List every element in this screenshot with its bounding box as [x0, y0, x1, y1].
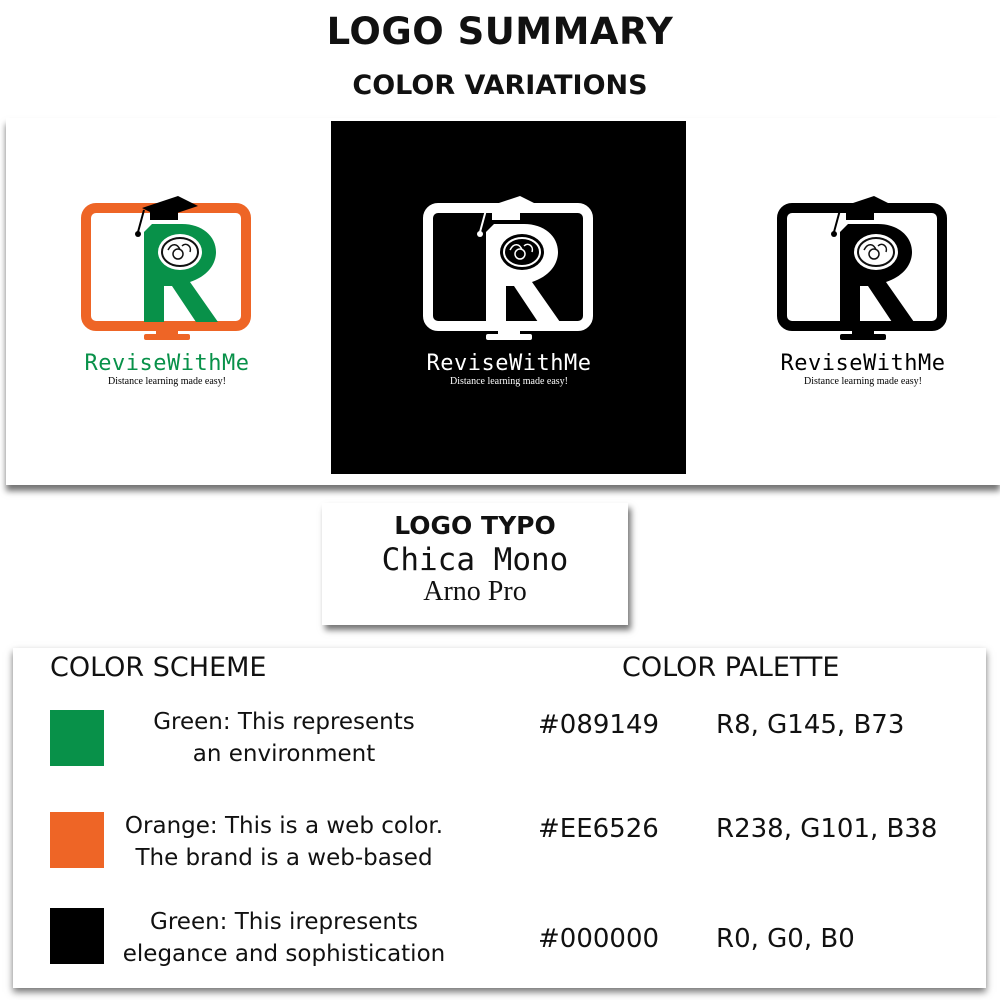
logo-tagline: Distance learning made easy!: [449, 376, 568, 387]
color-description: [114, 706, 454, 770]
color-description: [114, 810, 454, 874]
monitor-brain-logo-icon: [72, 190, 262, 350]
color-swatch: [50, 710, 104, 766]
color-description-line: elegance and sophistication: [122, 941, 446, 967]
typography-title: LOGO TYPO: [394, 511, 556, 540]
color-hex-value: #089149: [538, 710, 660, 740]
logo-black-variant: [768, 190, 958, 387]
color-swatch: [50, 908, 104, 964]
logo-white-variant: [414, 190, 604, 387]
color-description-line: The brand is a web-based: [135, 845, 433, 871]
logo-typography-card: [322, 503, 628, 625]
color-description-line: Green: This represents: [153, 709, 415, 735]
logo-tagline: Distance learning made easy!: [107, 376, 226, 387]
color-rgb-value: R0, G0, B0: [716, 924, 855, 954]
monitor-brain-logo-icon: [414, 190, 604, 350]
color-rgb-value: R8, G145, B73: [716, 710, 905, 740]
logo-tagline: Distance learning made easy!: [803, 376, 922, 387]
color-rgb-value: R238, G101, B38: [716, 814, 938, 844]
logo-wordmark: ReviseWithMe: [84, 351, 250, 376]
logo-wordmark: ReviseWithMe: [780, 351, 946, 376]
primary-font-sample: Chica Mono: [381, 542, 569, 578]
color-hex-value: #000000: [538, 924, 660, 954]
color-description: [114, 906, 454, 970]
logo-wordmark: ReviseWithMe: [426, 351, 592, 376]
section-title-color-variations: COLOR VARIATIONS: [352, 70, 648, 101]
color-swatch: [50, 812, 104, 868]
logo-color-variant: [72, 190, 262, 387]
color-scheme-heading: COLOR SCHEME: [50, 652, 267, 683]
color-description-line: Orange: This is a web color.: [124, 813, 444, 839]
color-palette-heading: COLOR PALETTE: [622, 652, 840, 683]
secondary-font-sample: Arno Pro: [423, 576, 527, 607]
color-hex-value: #EE6526: [538, 814, 659, 844]
color-description-line: Green: This irepresents: [150, 909, 418, 935]
page-title: LOGO SUMMARY: [326, 10, 674, 53]
color-description-line: an environment: [192, 741, 376, 767]
monitor-brain-logo-icon: [768, 190, 958, 350]
